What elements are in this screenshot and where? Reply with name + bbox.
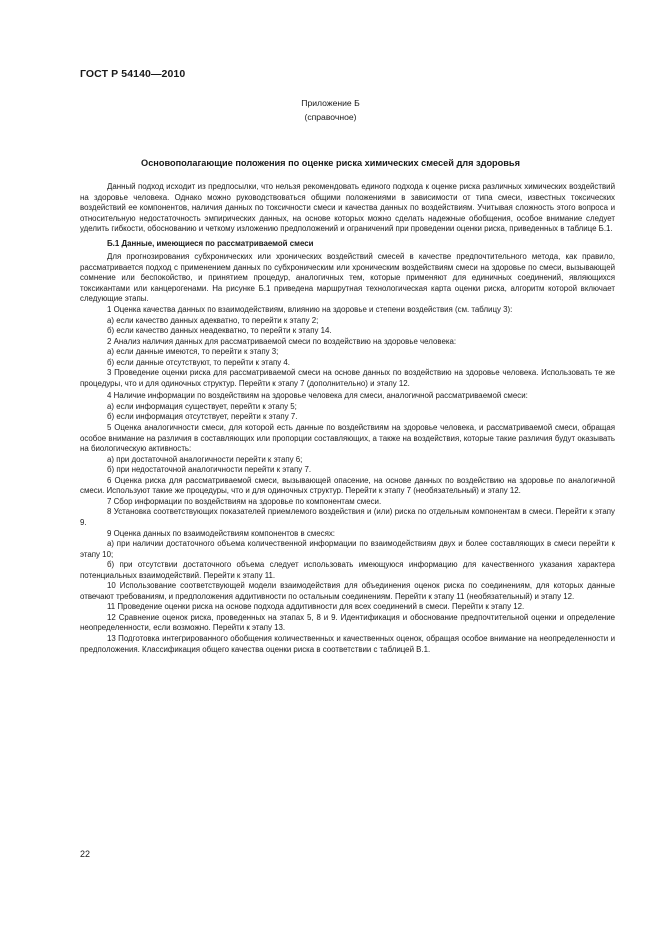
appendix-heading (0, 96, 661, 124)
step-subitem: а) при достаточной аналогичности перейти к этапу 6; (107, 454, 303, 464)
step-subitem: б) если информация отсутствует, перейти к этапу 7. (107, 412, 298, 422)
appendix-type: (справочное) (304, 112, 357, 122)
step-subitem: а) если информация существует, перейти к этапу 5; (107, 401, 297, 411)
step-item: 3 Проведение оценки риска для рассматриваемой смеси на основе данных по воздействию на здоровье человека. Использовать те же процедуры, что и для одиночных структур. Перейти к этапу 7 (дополнительно) и этапу 12. (80, 368, 615, 388)
step-item: 13 Подготовка интегрированного обобщения количественных и качественных оценок, обращая особое внимание на неопределенности и предположения. Классификация общего качества оценки риска в соответствии с таблицей В.1. (80, 633, 615, 654)
step-item: 10 Использование соответствующей модели взаимодействия для объединения оценок риска по соединениям, для которых данные отвечают требованиям, и предположения аддитивности по остальным соединениям. Перейти к этапу 11 (необязательный) и этапу 12. (80, 581, 615, 601)
step-item: 7 Сбор информации по воздействиям на здоровье по компонентам смеси. (107, 496, 382, 506)
step-item: 1 Оценка качества данных по взаимодействиям, влиянию на здоровье и степени воздействия (см. таблицу 3): (107, 305, 513, 315)
appendix-title: Основополагающие положения по оценке риска химических смесей для здоровья (141, 158, 520, 168)
step-item: 8 Установка соответствующих показателей приемлемого воздействия и (или) риска по отдельным компонентам в смеси. Перейти к этапу 9. (80, 507, 615, 527)
appendix-label: Приложение Б (301, 98, 360, 108)
step-item: 4 Наличие информации по воздействиям на здоровье человека для смеси, аналогичной рассматриваемой смеси: (107, 391, 528, 401)
step-subitem: а) при наличии достаточного объема количественной информации по взаимодействиям двух и более составляющих в смеси перейти к этапу 10; (80, 539, 615, 559)
step-item: 5 Оценка аналогичности смеси, для которой есть данные по воздействиям на здоровье человека, и рассматриваемой смеси, обращая особое внимание на различия в составляющих или пропорции составляющих, а также на воздействия, которые такие различия будут оказывать на биологическую активность: (80, 423, 615, 454)
step-subitem: б) если качество данных неадекватно, то перейти к этапу 14. (107, 326, 332, 336)
step-subitem: б) при недостаточной аналогичности перейти к этапу 7. (107, 465, 312, 475)
document-header: ГОСТ Р 54140—2010 (80, 68, 186, 80)
intro-paragraph: Данный подход исходит из предпосылки, что нельзя рекомендовать единого подхода к оценке риска различных химических воздействий на здоровье человека. Однако можно руководствоваться общими положениями в зависимости от типа смеси, известных токсических воздействий ее компонентов, наличия данных по токсичности смеси и качества данных по воздействиям. Учитывая сложность этого вопроса и относительную недостаточность эмпирических данных, на основе которых можно сделать надежные обобщения, особое внимание следует уделить гибкости, обоснованию и четкому изложению предположений и ограничений при проведении оценки риска, приведенных в таблице Б.1. (80, 182, 615, 234)
step-subitem: а) если данные имеются, то перейти к этапу 3; (107, 347, 279, 357)
step-subitem: б) при отсутствии достаточного объема следует использовать имеющуюся информацию для качественного указания характера потенциальных взаимодействий. Перейти к этапу 11. (80, 560, 615, 580)
step-item: 9 Оценка данных по взаимодействиям компонентов в смесях: (107, 528, 335, 538)
step-subitem: б) если данные отсутствуют, то перейти к этапу 4. (107, 357, 290, 367)
page-number: 22 (80, 849, 91, 859)
paragraph: Для прогнозирования субхронических или хронических воздействий смесей в качестве предпочтительного метода, как правило, рассматривается подход с применением данных по субхроническим или хроническим воздействиям смеси на здоровье по смеси, вызывающей сомнение или беспокойство, и принятием процедур, аналогичных тем, которые применяют для единичных соединений, являющихся токсикантами или канцерогенами. На рисунке Б.1 приведена маршрутная технологическая карта оценки риска, алгоритм которой включает следующие этапы. (80, 252, 615, 304)
section-heading: Б.1 Данные, имеющиеся по рассматриваемой смеси (107, 238, 314, 248)
step-item: 6 Оценка риска для рассматриваемой смеси, вызывающей опасение, на основе данных по воздействию на здоровье по аналогичной смеси. Используют такие же процедуры, что и для одиночных структур. Перейти к этапу 7 (необязательный) и этапу 12. (80, 475, 615, 496)
step-item: 2 Анализ наличия данных для рассматриваемой смеси по воздействию на здоровье человека: (107, 336, 457, 346)
body-text (80, 182, 615, 655)
step-subitem: а) если качество данных адекватно, то перейти к этапу 2; (107, 315, 319, 325)
step-item: 11 Проведение оценки риска на основе подхода аддитивности для всех соединений в смеси. Перейти к этапу 12. (107, 602, 525, 612)
step-item: 12 Сравнение оценок риска, проведенных на этапах 5, 8 и 9. Идентификация и обоснование предпочтительной оценки и определение неопределенности, если возможно. Перейти к этапу 13. (80, 612, 615, 633)
